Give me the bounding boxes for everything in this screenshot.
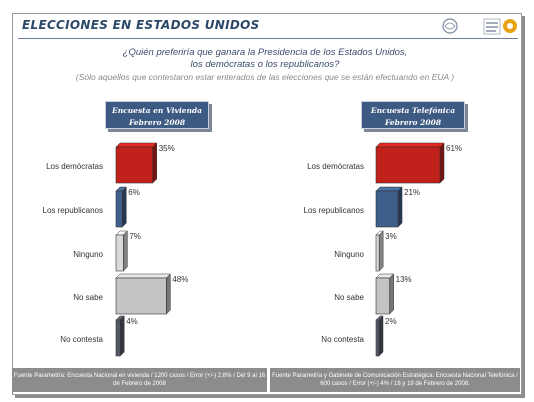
bar-top-3 <box>116 274 170 278</box>
panel-label-vivienda-line2: Febrero 2008 <box>128 118 186 127</box>
category-label: No contesta <box>321 335 364 344</box>
bar-side-4 <box>379 316 383 356</box>
bar-side-0 <box>440 143 444 183</box>
bar-side-2 <box>379 231 383 271</box>
bar-side-3 <box>166 274 170 314</box>
bar-side-2 <box>123 231 127 271</box>
bar-4 <box>116 320 120 356</box>
bar-top-0 <box>116 143 157 147</box>
panel-label-telefonica-line1: Encuesta Telefónica <box>370 106 456 115</box>
category-label: No sabe <box>73 293 103 302</box>
category-label: Ninguno <box>73 250 103 259</box>
value-label: 61% <box>446 144 463 153</box>
value-label: 48% <box>172 275 189 284</box>
value-label: 2% <box>385 317 397 326</box>
category-label: Los demócratas <box>46 162 103 171</box>
panel-label-vivienda-line1: Encuesta en Vivienda <box>111 106 203 115</box>
value-label: 6% <box>128 188 140 197</box>
bar-1 <box>116 191 122 227</box>
category-label: No sabe <box>334 293 364 302</box>
bar-2 <box>376 235 379 271</box>
bar-3 <box>376 278 390 314</box>
bar-0 <box>376 147 440 183</box>
bar-3 <box>116 278 166 314</box>
bar-side-4 <box>120 316 124 356</box>
value-label: 13% <box>395 275 412 284</box>
bar-top-0 <box>376 143 444 147</box>
category-label: Los republicanos <box>42 206 103 215</box>
bar-side-3 <box>390 274 394 314</box>
page-title: ELECCIONES EN ESTADOS UNIDOS <box>22 18 260 32</box>
question-note: (Sólo aquellos que contestaron estar enterados de las elecciones que se están efectuando en EUA ) <box>75 72 455 82</box>
bar-4 <box>376 320 379 356</box>
value-label: 4% <box>126 317 138 326</box>
footer-source-telefonica: Fuente Parametría y Gabinete de Comunicación Estratégica: Encuesta Nacional Telefónica / 600 casos / Error (+/-) 4% / 18 y 19 de Febrero de 2008. <box>270 368 520 392</box>
value-label: 21% <box>404 188 421 197</box>
chart-vivienda <box>43 143 189 356</box>
bar-0 <box>116 147 153 183</box>
bar-side-1 <box>398 187 402 227</box>
bar-2 <box>116 235 123 271</box>
value-label: 35% <box>158 144 175 153</box>
footer-source-vivienda: Fuente Parametría: Encuesta Nacional en vivienda / 1200 casos / Error (+/-) 2.8% / Del 9 al 16 de Febrero de 2008 <box>12 368 267 392</box>
category-label: No contesta <box>60 335 103 344</box>
value-label: 3% <box>385 232 397 241</box>
bar-top-1 <box>376 187 402 191</box>
question-line-1: ¿Quién preferiría que ganara la Presidencia de los Estados Unidos, <box>122 47 408 58</box>
panel-label-telefonica-line2: Febrero 2008 <box>384 118 442 127</box>
category-label: Los demócratas <box>307 162 364 171</box>
bar-side-0 <box>153 143 157 183</box>
question-line-2: los demócratas o los republicanos? <box>190 59 340 70</box>
bar-1 <box>376 191 398 227</box>
bar-side-1 <box>122 187 126 227</box>
chart-telefonica <box>304 143 463 356</box>
value-label: 7% <box>129 232 141 241</box>
category-label: Ninguno <box>334 250 364 259</box>
category-label: Los republicanos <box>303 206 364 215</box>
